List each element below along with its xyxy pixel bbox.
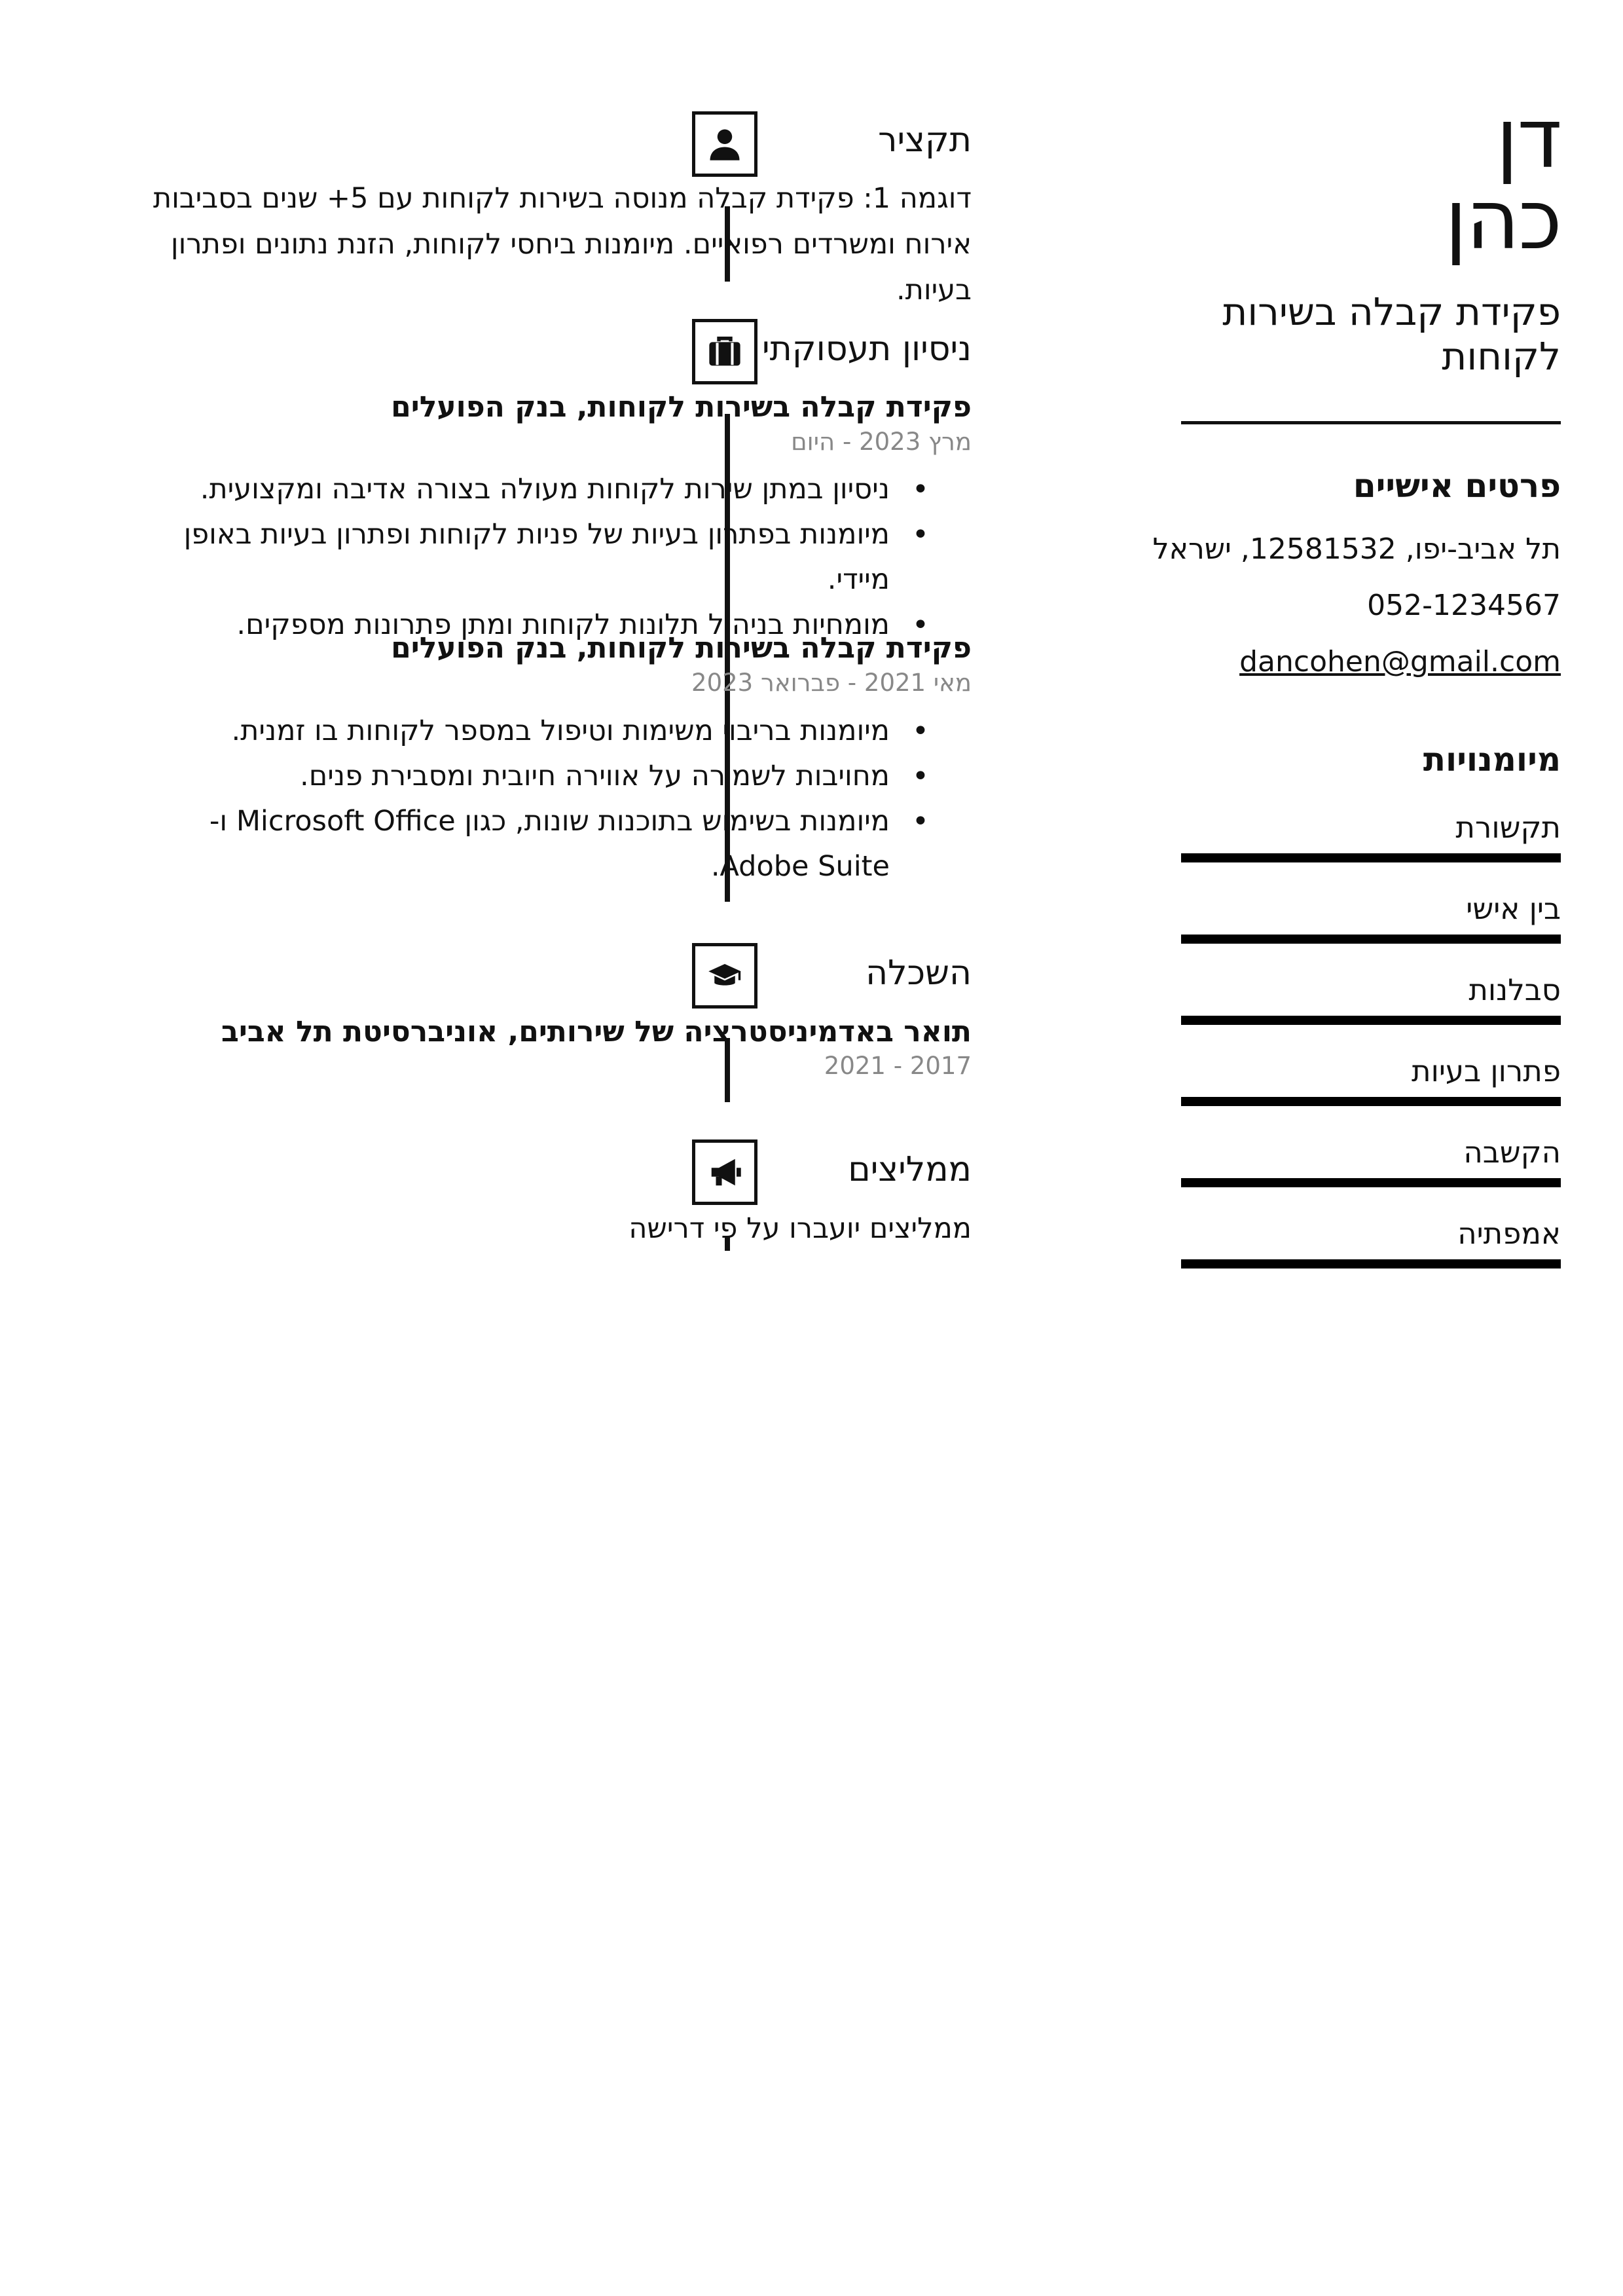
education-dates: 2017 - 2021 <box>824 1052 972 1080</box>
references-heading: ממליצים <box>848 1150 972 1189</box>
experience-heading: ניסיון תעסוקתי <box>761 329 972 369</box>
skill-level-bar <box>1181 1016 1561 1025</box>
bullet-item: • מיומנות בריבוי משימות וטיפול במספר לקוחות בו זמנית. <box>127 709 972 754</box>
phone: 052-1234567 <box>1367 589 1561 622</box>
bullet-item: • מיומנות בשימוש בתוכנות שונות, כגון Microsoft Office ו-Adobe Suite. <box>127 799 972 889</box>
skill-level-bar <box>1181 1097 1561 1106</box>
divider <box>1181 421 1561 424</box>
job-bullets <box>127 709 972 889</box>
bullet-item: • מיומנות בפתרון בעיות של פניות לקוחות ופתרון בעיות באופן מיידי. <box>127 512 972 602</box>
skill-level-bar <box>1181 853 1561 862</box>
job-title: פקידת קבלה בשירות לקוחות, בנק הפועלים <box>391 390 972 424</box>
summary-text: דוגמה 1: פקידת קבלה מנוסה בשירות לקוחות עם 5+ שנים בסביבות אירוח ומשרדים רפואיים. מיומנות ביחסי לקוחות, הזנת נתונים ופתרון בעיות. <box>153 182 972 306</box>
last-name: כהן <box>1444 172 1561 268</box>
skill-name: פתרון בעיות <box>1412 1054 1561 1088</box>
summary-heading: תקציר <box>878 120 972 160</box>
skill-level-bar <box>1181 1178 1561 1187</box>
email-link[interactable]: dancohen@gmail.com <box>1239 645 1561 678</box>
education-heading: השכלה <box>866 954 972 993</box>
first-name: דן <box>1495 90 1561 187</box>
skill-level-bar <box>1181 1259 1561 1268</box>
skill-name: הקשבה <box>1463 1135 1561 1170</box>
job-dates: מאי 2021 - פברואר 2023 <box>691 669 972 697</box>
references-text: ממליצים יועברו על פי דרישה <box>629 1212 972 1245</box>
degree: תואר באדמיניסטרציה של שירותים, אוניברסיטת תל אביב <box>221 1015 972 1048</box>
candidate-name <box>1194 90 1561 268</box>
job-dates: מרץ 2023 - היום <box>791 428 972 456</box>
bullet-item: • מחויבות לשמירה על אווירה חיובית ומסבירת פנים. <box>127 754 972 799</box>
skill-name: תקשורת <box>1455 810 1561 845</box>
skill-name: סבלנות <box>1468 972 1561 1007</box>
skills-heading: מיומנויות <box>1423 741 1561 779</box>
address: תל אביב-יפו, 12581532, ישראל <box>1152 532 1561 566</box>
bullet-item: • ניסיון במתן שירות לקוחות מעולה בצורה אדיבה ומקצועית. <box>127 467 972 512</box>
personal-details-heading: פרטים אישיים <box>1353 467 1561 505</box>
skill-name: בין אישי <box>1466 891 1561 926</box>
skill-name: אמפתיה <box>1457 1216 1561 1251</box>
job-title: פקידת קבלה בשירות לקוחות <box>1222 289 1561 379</box>
job-title: פקידת קבלה בשירות לקוחות, בנק הפועלים <box>391 631 972 665</box>
job-bullets <box>127 467 972 648</box>
skill-level-bar <box>1181 935 1561 944</box>
bullet-item: • מומחיות בניהול תלונות לקוחות ומתן פתרונות מספקים. <box>127 602 972 648</box>
